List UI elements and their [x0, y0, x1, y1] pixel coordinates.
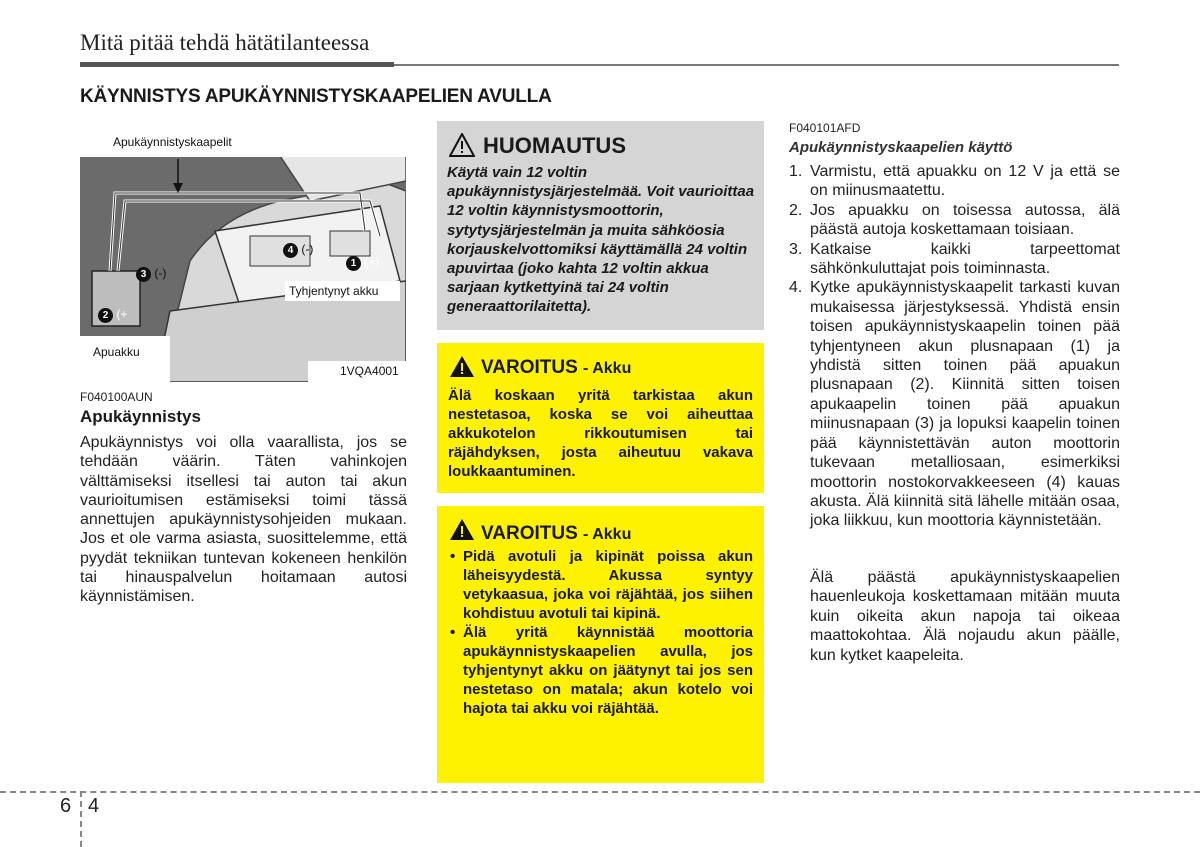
step-item	[789, 201, 1120, 240]
cables-label: Apukäynnistyskaapelit	[113, 135, 232, 149]
footer-divider	[80, 791, 82, 847]
marker-4-number: 4	[283, 243, 298, 258]
warning-2-list	[448, 547, 753, 718]
warning-box-2	[437, 506, 764, 783]
marker-4-sign: (-)	[301, 242, 314, 256]
marker-1-sign: (+)	[364, 255, 380, 269]
marker-2-number: 2	[98, 308, 113, 323]
car-trunk-drawing	[80, 121, 406, 382]
jump-start-illustration	[80, 121, 406, 382]
step-number: 3.	[789, 240, 803, 258]
step-number: 2.	[789, 201, 803, 219]
marker-1	[346, 255, 379, 271]
left-subhead: Apukäynnistys	[80, 407, 201, 426]
running-header: Mitä pitää tehdä hätätilanteessa	[80, 30, 370, 55]
step-item	[789, 162, 1120, 201]
steps-list	[789, 162, 1120, 531]
warning-1-title	[481, 357, 631, 379]
warning-2-title-sub: - Akku	[583, 526, 632, 543]
marker-4	[283, 242, 313, 258]
step-note: Älä päästä apukäynnistyskaapelien hauenleukoja koskettamaan mitään muuta kuin oikeita akun napoja tai oikeaa maattokohtaa. Älä nojaudu akun päälle, kun kytket kaapeleita.	[810, 569, 1120, 664]
marker-2	[98, 307, 127, 323]
notice-title: HUOMAUTUS	[483, 133, 626, 158]
warning-2-item: • Pidä avotuli ja kipinät poissa akun läheisyydestä. Akussa syntyy vetykaasua, joka voi räjähtää, jos siihen kohdistuu avotuli tai kipinä.	[448, 547, 753, 623]
warning-triangle-icon	[449, 355, 475, 378]
step-item	[789, 278, 1120, 530]
header-rule-thin	[394, 64, 1119, 66]
marker-3	[136, 266, 166, 282]
warning-1-title-main: VAROITUS	[481, 357, 578, 378]
step-number: 4.	[789, 279, 803, 297]
marker-3-sign: (-)	[154, 266, 167, 280]
right-section-code: F040101AFD	[789, 121, 861, 135]
warning-1-body: Älä koskaan yritä tarkistaa akun nestetasoa, koska se voi aiheuttaa akkukotelon rikkoutumisen tai räjähdyksen, josta aiheutuu vakava loukkaantuminen.	[448, 387, 753, 480]
step-text: Katkaise kaikki tarpeettomat sähkönkuluttajat pois toiminnasta.	[810, 240, 1120, 278]
header-rule	[80, 62, 394, 67]
dead-battery-label: Tyhjentynyt akku	[289, 284, 379, 298]
step-text: Jos apuakku on toisessa autossa, älä päästä autoja koskettamaan toisiaan.	[810, 201, 1120, 239]
figure-code: 1VQA4001	[340, 364, 399, 378]
warning-triangle-icon	[449, 133, 475, 157]
warning-2-item: • Älä yritä käynnistää moottoria apukäynnistyskaapelien avulla, jos tyhjentynyt akku on jäätynyt tai jos sen nestetaso on matala; akun kotelo voi hajota tai akku voi räjähtää.	[448, 623, 753, 718]
marker-1-number: 1	[346, 256, 361, 271]
marker-3-number: 3	[136, 267, 151, 282]
warning-triangle-icon	[449, 518, 475, 541]
step-number: 1.	[789, 163, 803, 180]
left-section-code: F040100AUN	[80, 390, 153, 404]
section-heading: KÄYNNISTYS APUKÄYNNISTYSKAAPELIEN AVULLA	[80, 86, 552, 107]
left-paragraph: Apukäynnistys voi olla vaarallista, jos se tehdään väärin. Täten vahinkojen välttämiseksi itsellesi tai auton tai akun vaurioitumisen estämiseksi toimi tässä annettujen apukäynnistysohjeiden mukaan. Jos et ole varma asiasta, suosittelemme, että pyydät tekniikan tuntevan kokeneen henkilön tai hinauspalvelun hoitamaan autosi käynnistämisen.	[80, 434, 407, 606]
warning-1-title-sub: - Akku	[583, 360, 632, 377]
notice-body: Käytä vain 12 voltin apukäynnistysjärjestelmää. Voit vaurioittaa 12 voltin käynnistysmoottorin, sytytysjärjestelmän ja muita sähköosia korjauskelvottomiksi käyttämällä 24 voltin apuvirtaa (joko kahta 12 voltin akkua sarjaan kytkettyinä tai 24 voltin generaattorilaitetta).	[447, 164, 755, 316]
notice-box	[437, 121, 764, 330]
warning-2-title	[481, 523, 631, 545]
warning-2-body	[448, 547, 753, 718]
right-subhead: Apukäynnistyskaapelien käyttö	[789, 139, 1013, 156]
aux-battery-label: Apuakku	[93, 345, 140, 359]
step-text: Kytke apukäynnistyskaapelit tarkasti kuvan mukaisessa järjestyksessä. Yhdistä ensin toisen apukäynnistyskaapelin toinen pää tyhjentyneen akun plusnapaan (1) ja yhdistä sitten toinen pää apuakun plusnapaan (2). Kiinnitä sitten toisen apukaapelin toinen pää apuakun miinusnapaan (3) ja lopuksi kaapelin toinen pää käynnistettävän auton moottorin tukevaan metalliosaan, esimerkiksi moottorin nostokorvakkeeseen (4) kauas akusta. Älä kiinnitä sitä lähelle mitään osaa, joka liikkuu, kun moottoria käynnistetään.	[810, 279, 1120, 530]
step-text: Varmistu, että apuakku on 12 V ja että se on miinusmaatettu.	[810, 163, 1120, 200]
step-item	[789, 240, 1120, 279]
warning-box-1	[437, 343, 764, 493]
marker-2-sign: (+	[116, 307, 128, 321]
page-number-chapter: 6	[60, 795, 72, 817]
warning-2-title-main: VAROITUS	[481, 523, 578, 544]
page-number: 4	[88, 795, 100, 817]
footer-rule	[0, 791, 1200, 793]
